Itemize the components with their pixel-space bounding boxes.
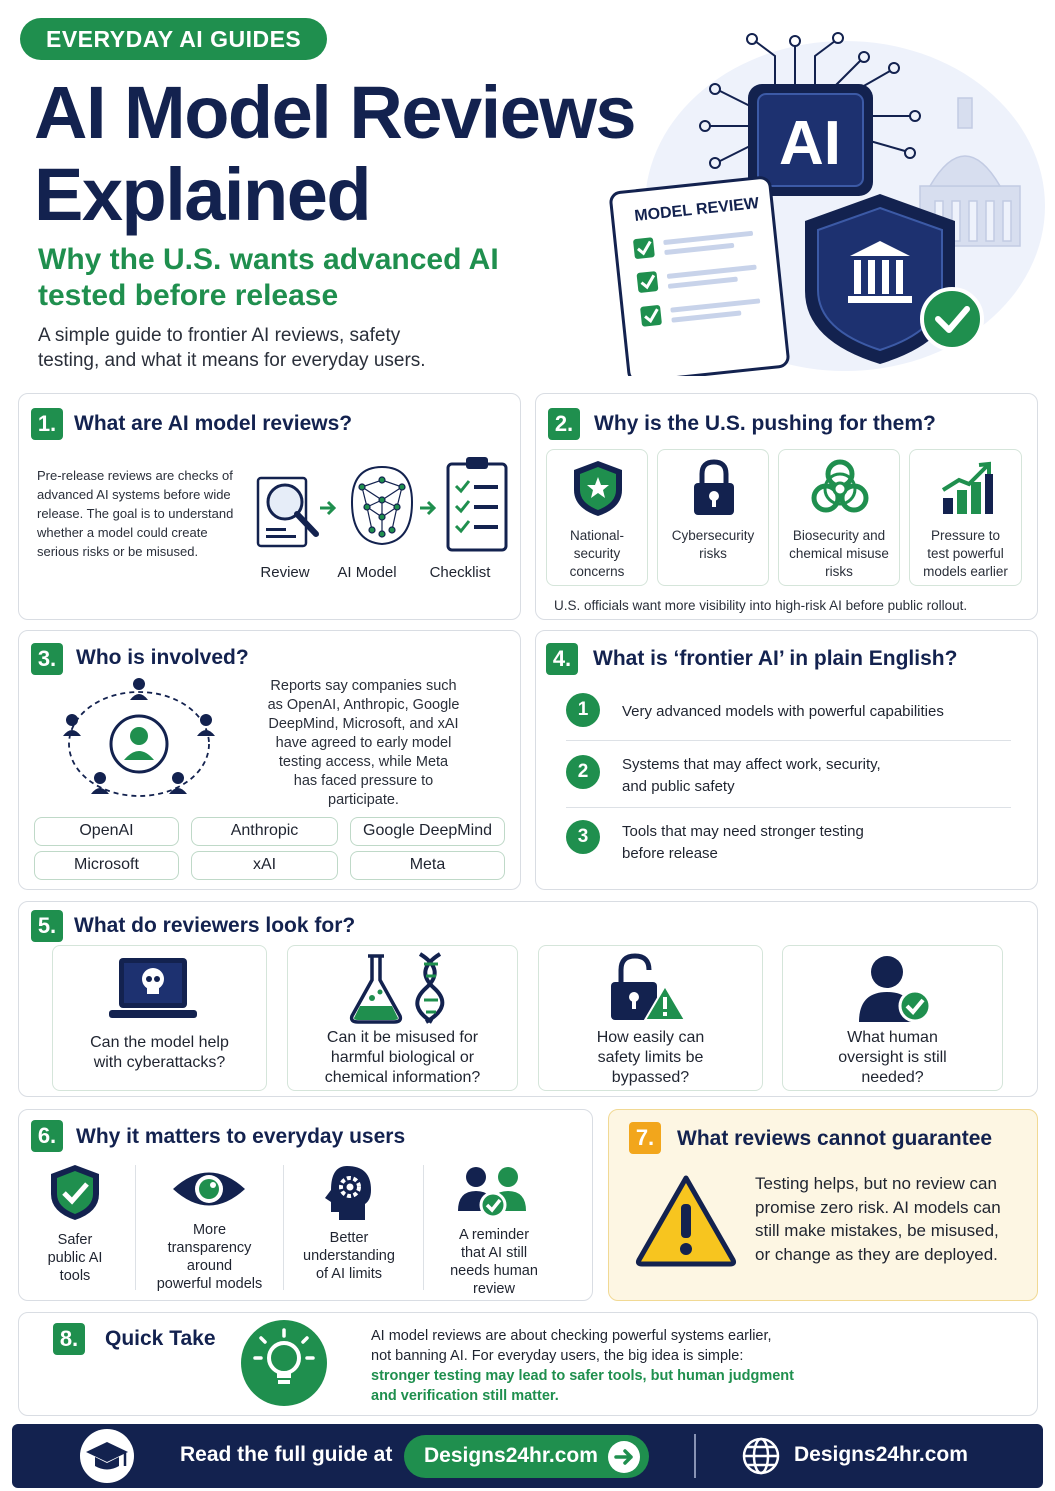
company-tag-xai: xAI bbox=[191, 851, 338, 880]
frontier-item-2-number: 2 bbox=[566, 755, 600, 789]
review-focus-biological-chemical: Can it be misused for harmful biological or chemical information? bbox=[287, 945, 518, 1091]
section-8-title: Quick Take bbox=[105, 1327, 216, 1350]
benefit-understanding: Better understanding of AI limits bbox=[303, 1230, 395, 1282]
section-7-card bbox=[608, 1109, 1038, 1301]
laptop-skull-icon bbox=[105, 954, 201, 1026]
section-8-number: 8. bbox=[53, 1323, 85, 1355]
section-8-card bbox=[18, 1312, 1038, 1416]
benefit-transparency: More transparency around powerful models bbox=[156, 1222, 263, 1292]
section-6-number: 6. bbox=[31, 1120, 63, 1152]
frontier-item-1-text: Very advanced models with powerful capabilities bbox=[622, 703, 944, 720]
network-people-icon bbox=[54, 676, 224, 806]
benefit-human-review: A reminder that AI still needs human review bbox=[450, 1227, 538, 1297]
section-6-card bbox=[18, 1109, 593, 1301]
arrow-right-icon bbox=[607, 1440, 641, 1474]
shield-star-icon bbox=[570, 458, 626, 518]
section-4-number: 4. bbox=[546, 643, 578, 675]
company-tag-anthropic: Anthropic bbox=[191, 817, 338, 846]
reason-pressure-to-test: Pressure to test powerful models earlier bbox=[909, 449, 1022, 586]
magnifier-doc-icon bbox=[258, 478, 316, 546]
page-intro: A simple guide to frontier AI reviews, safety testing, and what it means for everyday users. bbox=[38, 325, 426, 371]
divider bbox=[283, 1165, 284, 1290]
section-6-title: Why it matters to everyday users bbox=[76, 1125, 406, 1148]
graduation-cap-icon bbox=[78, 1428, 136, 1484]
reason-national-security: National- security concerns bbox=[546, 449, 648, 586]
divider bbox=[566, 740, 1011, 741]
person-check-icon bbox=[855, 952, 935, 1024]
section-3-card bbox=[18, 630, 521, 890]
ai-model-label: AI Model bbox=[337, 564, 397, 581]
footer-cta-text: Read the full guide at bbox=[180, 1443, 393, 1466]
section-7-title: What reviews cannot guarantee bbox=[677, 1127, 993, 1150]
checklist-label: Checklist bbox=[429, 564, 491, 581]
section-3-title: Who is involved? bbox=[76, 646, 249, 669]
review-focus-safety-bypass: How easily can safety limits be bypassed? bbox=[538, 945, 763, 1091]
model-review-document-title: MODEL REVIEW bbox=[633, 194, 760, 225]
globe-icon bbox=[741, 1436, 781, 1476]
footer-cta-button[interactable] bbox=[404, 1435, 649, 1478]
section-1-card bbox=[18, 393, 521, 620]
frontier-item-2-text: Systems that may affect work, security, and public safety bbox=[622, 756, 881, 795]
model-review-document-icon bbox=[610, 177, 789, 376]
section-2-title: Why is the U.S. pushing for them? bbox=[594, 412, 936, 435]
company-tag-google-deepmind: Google DeepMind bbox=[350, 817, 505, 846]
benefit-safer-tools: Safer public AI tools bbox=[47, 1232, 103, 1284]
warning-icon bbox=[633, 1172, 739, 1268]
section-3-body: Reports say companies such as OpenAI, Anthropic, Google DeepMind, Microsoft, and xAI have agreed to early model testing access, while Meta has faced pressure to participate. bbox=[267, 678, 460, 808]
section-1-title: What are AI model reviews? bbox=[74, 412, 353, 435]
lightbulb-icon bbox=[239, 1318, 329, 1408]
reason-cybersecurity: Cybersecurity risks bbox=[657, 449, 769, 586]
eye-icon bbox=[169, 1164, 249, 1214]
section-3-number: 3. bbox=[31, 643, 63, 675]
divider bbox=[423, 1165, 424, 1290]
reason-biosecurity: Biosecurity and chemical misuse risks bbox=[778, 449, 900, 586]
divider bbox=[694, 1434, 696, 1478]
clipboard-check-icon bbox=[448, 457, 506, 550]
ai-chip-label: AI bbox=[779, 109, 841, 178]
frontier-item-3-text: Tools that may need stronger testing before release bbox=[622, 823, 864, 862]
divider bbox=[135, 1165, 136, 1290]
shield-check-icon bbox=[47, 1162, 103, 1224]
frontier-item-1-number: 1 bbox=[566, 693, 600, 727]
company-tag-meta: Meta bbox=[350, 851, 505, 880]
footer-site-link[interactable]: Designs24hr.com bbox=[794, 1443, 968, 1466]
section-8-body: AI model reviews are about checking powerful systems earlier, not banning AI. For everyday users, the big idea is simple: stronger testing may lead to safer tools, but human judgment and verification still matter. bbox=[371, 1328, 794, 1404]
section-7-number: 7. bbox=[629, 1122, 661, 1154]
section-2-number: 2. bbox=[548, 408, 580, 440]
section-7-body: Testing helps, but no review can promise zero risk. AI models can still make mistakes, be misused, or change as they are deployed. bbox=[755, 1174, 1001, 1264]
footer-cta-button-label: Designs24hr.com bbox=[424, 1444, 598, 1467]
arrow-right-icon bbox=[420, 502, 434, 514]
section-5-number: 5. bbox=[31, 910, 63, 942]
people-check-icon bbox=[456, 1165, 532, 1219]
lock-icon bbox=[690, 458, 738, 518]
page-title: AI Model Reviews Explained bbox=[34, 71, 636, 236]
biohazard-icon bbox=[810, 456, 870, 518]
section-2-card bbox=[535, 393, 1038, 620]
review-focus-cyberattacks: Can the model help with cyberattacks? bbox=[52, 945, 267, 1091]
frontier-item-3-number: 3 bbox=[566, 820, 600, 854]
review-flow-graphic bbox=[252, 452, 512, 557]
arrow-right-icon bbox=[320, 502, 334, 514]
divider bbox=[566, 807, 1011, 808]
check-badge-icon bbox=[922, 289, 982, 349]
section-5-title: What do reviewers look for? bbox=[74, 914, 356, 937]
section-4-title: What is ‘frontier AI’ in plain English? bbox=[593, 647, 958, 670]
flask-dna-icon bbox=[346, 950, 456, 1026]
unlock-warning-icon bbox=[609, 952, 689, 1024]
neural-net-icon bbox=[352, 467, 412, 544]
review-label: Review bbox=[260, 564, 310, 581]
growth-chart-icon bbox=[939, 460, 995, 516]
page-subtitle: Why the U.S. wants advanced AI tested before release bbox=[38, 243, 499, 312]
section-4-card bbox=[535, 630, 1038, 890]
guide-category-pill: EVERYDAY AI GUIDES bbox=[20, 18, 327, 60]
company-tag-microsoft: Microsoft bbox=[34, 851, 179, 880]
footer-bar bbox=[12, 1424, 1043, 1488]
section-5-card bbox=[18, 901, 1038, 1097]
section-1-number: 1. bbox=[31, 408, 63, 440]
head-gear-icon bbox=[319, 1162, 377, 1224]
section-2-footnote: U.S. officials want more visibility into high-risk AI before public rollout. bbox=[554, 598, 968, 613]
company-tag-openai: OpenAI bbox=[34, 817, 179, 846]
hero-illustration bbox=[560, 16, 1045, 376]
section-1-body: Pre-release reviews are checks of advanced AI systems before wide release. The goal is to understand whether a model could create serious risks or be misused. bbox=[37, 468, 234, 559]
review-focus-human-oversight: What human oversight is still needed? bbox=[782, 945, 1003, 1091]
